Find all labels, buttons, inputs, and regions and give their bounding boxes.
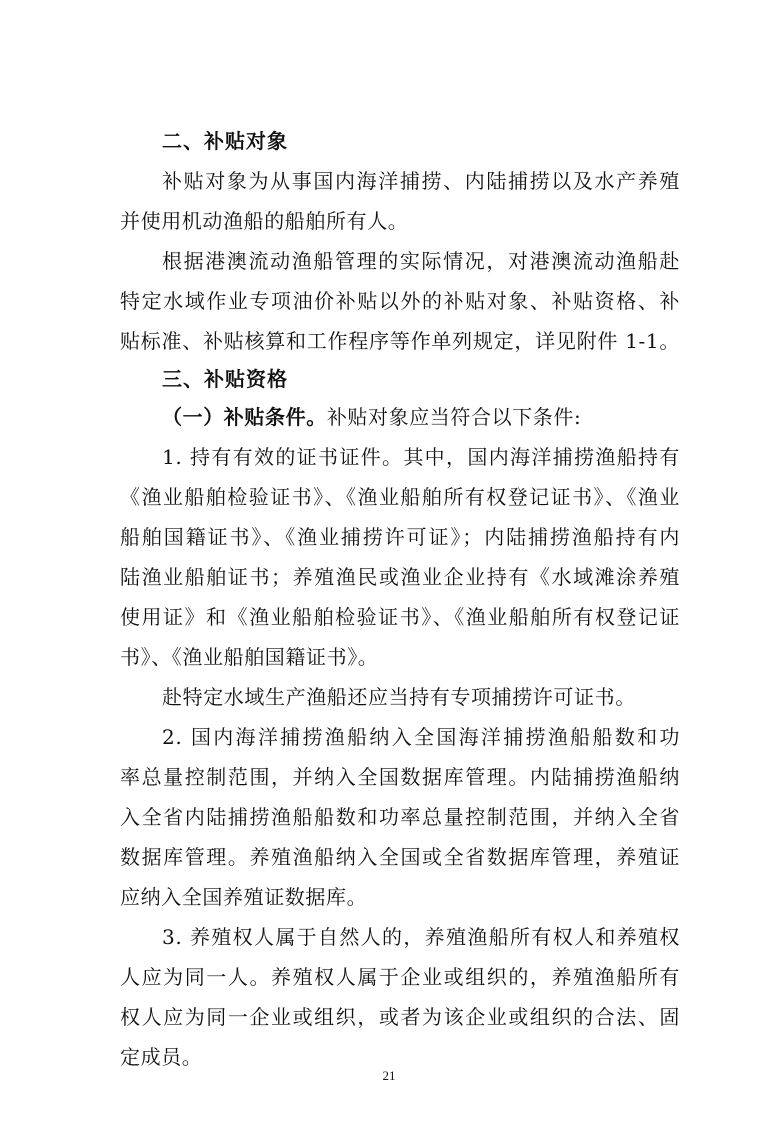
list-item-line: 2. 国内海洋捕捞渔船纳入全国海洋捕捞渔船船数和功 <box>162 725 680 749</box>
subsection-title: （一）补贴条件。 <box>162 405 327 429</box>
list-item-line: 书》、《渔业船舶国籍证书》。 <box>120 645 379 669</box>
list-item-line: 应纳入全国养殖证数据库。 <box>120 885 368 909</box>
list-item-line: 率总量控制范围，并纳入全国数据库管理。内陆捕捞渔船纳 <box>120 765 680 789</box>
list-item-line: 1. 持有有效的证书证件。其中，国内海洋捕捞渔船持有 <box>162 445 680 469</box>
list-item-line: 《渔业船舶检验证书》、《渔业船舶所有权登记证书》、《渔业 <box>120 485 680 509</box>
paragraph-line: 特定水域作业专项油价补贴以外的补贴对象、补贴资格、补 <box>120 289 680 313</box>
subsection-line <box>162 404 680 430</box>
subsection-text: 补贴对象应当符合以下条件: <box>326 405 582 429</box>
paragraph-line: 补贴对象为从事国内海洋捕捞、内陆捕捞以及水产养殖 <box>162 169 680 193</box>
list-item-line: 定成员。 <box>120 1045 203 1069</box>
list-item-line: 3. 养殖权人属于自然人的，养殖渔船所有权人和养殖权 <box>162 925 680 949</box>
list-item-line: 权人应为同一企业或组织，或者为该企业或组织的合法、固 <box>120 1005 680 1029</box>
list-item-line: 数据库管理。养殖渔船纳入全国或全省数据库管理，养殖证 <box>120 845 680 869</box>
page-number: 21 <box>382 1068 396 1083</box>
paragraph-line: 并使用机动渔船的船舶所有人。 <box>120 209 409 233</box>
list-item-line: 船舶国籍证书》、《渔业捕捞许可证》；内陆捕捞渔船持有内 <box>120 525 680 549</box>
section-heading-subsidy-eligibility: 三、补贴资格 <box>162 367 288 391</box>
list-item-line: 入全省内陆捕捞渔船船数和功率总量控制范围，并纳入全省 <box>120 805 680 829</box>
list-item-line: 人应为同一人。养殖权人属于企业或组织的，养殖渔船所有 <box>120 965 680 989</box>
section-heading-subsidy-targets: 二、补贴对象 <box>162 129 288 153</box>
paragraph-line: 根据港澳流动渔船管理的实际情况，对港澳流动渔船赴 <box>162 249 680 273</box>
list-item-line: 使用证》和《渔业船舶检验证书》、《渔业船舶所有权登记证 <box>120 605 680 629</box>
paragraph-line: 贴标准、补贴核算和工作程序等作单列规定，详见附件 1-1。 <box>120 329 680 353</box>
paragraph-line: 赴特定水域生产渔船还应当持有专项捕捞许可证书。 <box>162 685 636 709</box>
list-item-line: 陆渔业船舶证书；养殖渔民或渔业企业持有《水域滩涂养殖 <box>120 565 680 589</box>
